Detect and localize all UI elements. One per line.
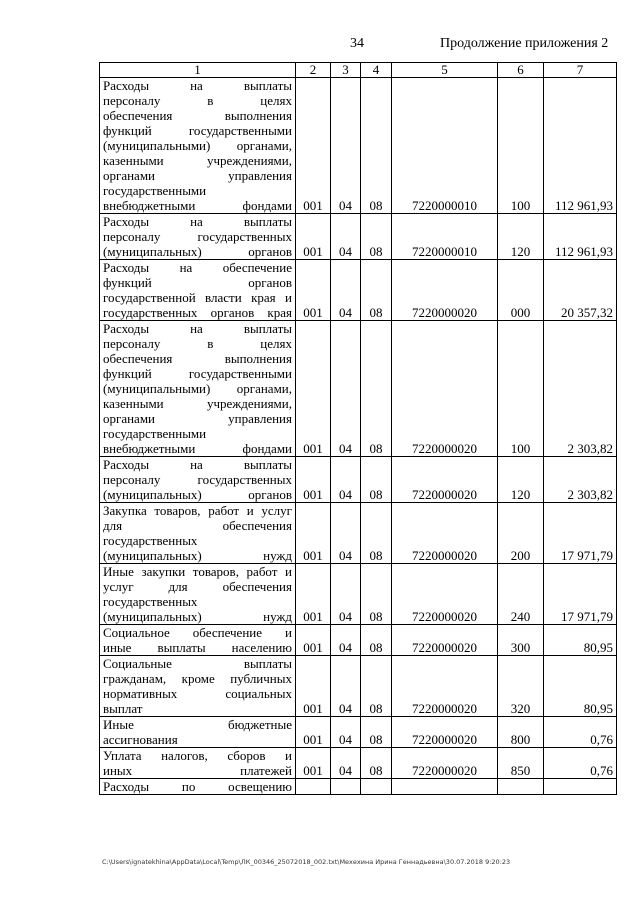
expense-name-line: государственных bbox=[103, 533, 198, 548]
table-row bbox=[100, 214, 617, 260]
subsection-cell: 08 bbox=[361, 78, 392, 214]
column-header: 2 bbox=[296, 63, 331, 78]
table-row bbox=[100, 457, 617, 503]
expense-name-line: (муниципальных) органов bbox=[103, 244, 292, 259]
admin-code-cell: 001 bbox=[296, 457, 331, 503]
target-article-cell: 7220000020 bbox=[392, 457, 498, 503]
section-cell: 04 bbox=[331, 457, 361, 503]
expense-type-cell: 300 bbox=[498, 625, 544, 656]
section-cell: 04 bbox=[331, 564, 361, 625]
subsection-cell bbox=[361, 779, 392, 795]
expense-name-cell bbox=[100, 656, 296, 717]
target-article-cell: 7220000020 bbox=[392, 656, 498, 717]
target-article-cell: 7220000020 bbox=[392, 625, 498, 656]
amount-cell bbox=[544, 779, 617, 795]
expense-name-line: Расходы на выплаты bbox=[103, 214, 292, 229]
expense-name-line: государственными bbox=[103, 183, 207, 198]
column-header: 4 bbox=[361, 63, 392, 78]
expense-name-cell bbox=[100, 503, 296, 564]
subsection-cell: 08 bbox=[361, 656, 392, 717]
target-article-cell: 7220000020 bbox=[392, 717, 498, 748]
expense-name-line: Расходы на выплаты bbox=[103, 457, 292, 472]
budget-table bbox=[99, 62, 617, 795]
admin-code-cell: 001 bbox=[296, 214, 331, 260]
table-row bbox=[100, 564, 617, 625]
expense-name-line: Иные бюджетные bbox=[103, 717, 292, 732]
expense-name-cell bbox=[100, 779, 296, 795]
amount-cell: 0,76 bbox=[544, 717, 617, 748]
expense-name-line: услуг для обеспечения bbox=[103, 579, 292, 594]
section-cell: 04 bbox=[331, 321, 361, 457]
subsection-cell: 08 bbox=[361, 748, 392, 779]
expense-type-cell: 120 bbox=[498, 457, 544, 503]
expense-name-line: Расходы по освещению bbox=[103, 779, 292, 794]
header-row bbox=[100, 63, 617, 78]
expense-name-line: Расходы на обеспечение bbox=[103, 260, 292, 275]
target-article-cell: 7220000010 bbox=[392, 78, 498, 214]
amount-cell: 80,95 bbox=[544, 656, 617, 717]
admin-code-cell: 001 bbox=[296, 78, 331, 214]
admin-code-cell bbox=[296, 779, 331, 795]
expense-name-line: Закупка товаров, работ и услуг bbox=[103, 503, 292, 518]
expense-name-line: Иные закупки товаров, работ и bbox=[103, 564, 292, 579]
table-row bbox=[100, 717, 617, 748]
expense-name-line: внебюджетными фондами bbox=[103, 198, 292, 213]
expense-name-cell bbox=[100, 457, 296, 503]
column-header: 6 bbox=[498, 63, 544, 78]
expense-name-cell bbox=[100, 214, 296, 260]
expense-name-line: выплат bbox=[103, 701, 143, 716]
expense-name-line: нормативных социальных bbox=[103, 686, 292, 701]
expense-name-line: (муниципальными) органами, bbox=[103, 381, 292, 396]
table-row bbox=[100, 78, 617, 214]
amount-cell: 17 971,79 bbox=[544, 564, 617, 625]
expense-type-cell bbox=[498, 779, 544, 795]
file-path-footer: C:\Users\ignatekhina\AppData\Local\Temp\ЛК_00346_25072018_002.txt\Мехехина Ирина Геннадьевна\30.07.2018 9:20:23 bbox=[102, 858, 511, 866]
expense-name-cell bbox=[100, 260, 296, 321]
expense-name-line: (муниципальных) нужд bbox=[103, 609, 292, 624]
expense-name-line: персоналу в целях bbox=[103, 336, 292, 351]
amount-cell: 17 971,79 bbox=[544, 503, 617, 564]
table-row bbox=[100, 321, 617, 457]
section-cell bbox=[331, 779, 361, 795]
section-cell: 04 bbox=[331, 260, 361, 321]
amount-cell: 0,76 bbox=[544, 748, 617, 779]
expense-name-line: органами управления bbox=[103, 411, 292, 426]
expense-name-cell bbox=[100, 564, 296, 625]
expense-name-line: Социальные выплаты bbox=[103, 656, 292, 671]
expense-type-cell: 320 bbox=[498, 656, 544, 717]
amount-cell: 20 357,32 bbox=[544, 260, 617, 321]
admin-code-cell: 001 bbox=[296, 748, 331, 779]
admin-code-cell: 001 bbox=[296, 260, 331, 321]
expense-name-line: Уплата налогов, сборов и bbox=[103, 748, 292, 763]
table-row bbox=[100, 748, 617, 779]
expense-type-cell: 850 bbox=[498, 748, 544, 779]
subsection-cell: 08 bbox=[361, 321, 392, 457]
expense-name-line: функций государственными bbox=[103, 366, 292, 381]
section-cell: 04 bbox=[331, 717, 361, 748]
continuation-note: Продолжение приложения 2 bbox=[440, 36, 609, 51]
admin-code-cell: 001 bbox=[296, 717, 331, 748]
amount-cell: 112 961,93 bbox=[544, 214, 617, 260]
expense-name-line: обеспечения выполнения bbox=[103, 351, 292, 366]
expense-name-line: государственной власти края и bbox=[103, 290, 292, 305]
expense-name-line: Расходы на выплаты bbox=[103, 78, 292, 93]
admin-code-cell: 001 bbox=[296, 321, 331, 457]
table-row bbox=[100, 503, 617, 564]
target-article-cell: 7220000010 bbox=[392, 214, 498, 260]
expense-type-cell: 000 bbox=[498, 260, 544, 321]
expense-type-cell: 240 bbox=[498, 564, 544, 625]
table-row bbox=[100, 260, 617, 321]
expense-type-cell: 100 bbox=[498, 78, 544, 214]
subsection-cell: 08 bbox=[361, 260, 392, 321]
subsection-cell: 08 bbox=[361, 717, 392, 748]
expense-name-line: персоналу государственных bbox=[103, 229, 292, 244]
expense-name-line: персоналу государственных bbox=[103, 472, 292, 487]
expense-name-cell bbox=[100, 321, 296, 457]
section-cell: 04 bbox=[331, 625, 361, 656]
expense-name-cell bbox=[100, 748, 296, 779]
expense-name-line: государственных bbox=[103, 594, 198, 609]
table-row bbox=[100, 625, 617, 656]
admin-code-cell: 001 bbox=[296, 625, 331, 656]
subsection-cell: 08 bbox=[361, 457, 392, 503]
expense-name-line: гражданам, кроме публичных bbox=[103, 671, 292, 686]
section-cell: 04 bbox=[331, 656, 361, 717]
amount-cell: 2 303,82 bbox=[544, 321, 617, 457]
expense-name-line: иные выплаты населению bbox=[103, 640, 292, 655]
expense-name-line: обеспечения выполнения bbox=[103, 108, 292, 123]
expense-name-line: органами управления bbox=[103, 168, 292, 183]
target-article-cell: 7220000020 bbox=[392, 564, 498, 625]
expense-name-line: ассигнования bbox=[103, 732, 178, 747]
section-cell: 04 bbox=[331, 214, 361, 260]
column-header: 7 bbox=[544, 63, 617, 78]
expense-name-line: Социальное обеспечение и bbox=[103, 625, 292, 640]
column-header: 1 bbox=[100, 63, 296, 78]
target-article-cell bbox=[392, 779, 498, 795]
expense-name-line: (муниципальными) органами, bbox=[103, 138, 292, 153]
table-row bbox=[100, 656, 617, 717]
subsection-cell: 08 bbox=[361, 214, 392, 260]
table-row bbox=[100, 779, 617, 795]
column-header: 3 bbox=[331, 63, 361, 78]
expense-name-line: казенными учреждениями, bbox=[103, 153, 292, 168]
expense-type-cell: 100 bbox=[498, 321, 544, 457]
target-article-cell: 7220000020 bbox=[392, 748, 498, 779]
expense-name-line: (муниципальных) нужд bbox=[103, 548, 292, 563]
expense-name-line: функций государственными bbox=[103, 123, 292, 138]
expense-name-line: функций органов bbox=[103, 275, 292, 290]
section-cell: 04 bbox=[331, 503, 361, 564]
target-article-cell: 7220000020 bbox=[392, 321, 498, 457]
section-cell: 04 bbox=[331, 78, 361, 214]
expense-name-line: государственными bbox=[103, 426, 207, 441]
admin-code-cell: 001 bbox=[296, 656, 331, 717]
target-article-cell: 7220000020 bbox=[392, 503, 498, 564]
admin-code-cell: 001 bbox=[296, 564, 331, 625]
expense-name-line: казенными учреждениями, bbox=[103, 396, 292, 411]
expense-name-line: Расходы на выплаты bbox=[103, 321, 292, 336]
subsection-cell: 08 bbox=[361, 625, 392, 656]
expense-name-cell bbox=[100, 78, 296, 214]
subsection-cell: 08 bbox=[361, 503, 392, 564]
target-article-cell: 7220000020 bbox=[392, 260, 498, 321]
expense-type-cell: 200 bbox=[498, 503, 544, 564]
table-body bbox=[100, 78, 617, 795]
subsection-cell: 08 bbox=[361, 564, 392, 625]
expense-name-cell bbox=[100, 625, 296, 656]
amount-cell: 2 303,82 bbox=[544, 457, 617, 503]
expense-name-cell bbox=[100, 717, 296, 748]
expense-name-line: (муниципальных) органов bbox=[103, 487, 292, 502]
expense-type-cell: 120 bbox=[498, 214, 544, 260]
amount-cell: 80,95 bbox=[544, 625, 617, 656]
column-header: 5 bbox=[392, 63, 498, 78]
expense-name-line: государственных органов края bbox=[103, 305, 292, 320]
expense-name-line: для обеспечения bbox=[103, 518, 292, 533]
expense-name-line: иных платежей bbox=[103, 763, 292, 778]
expense-name-line: внебюджетными фондами bbox=[103, 441, 292, 456]
section-cell: 04 bbox=[331, 748, 361, 779]
expense-type-cell: 800 bbox=[498, 717, 544, 748]
admin-code-cell: 001 bbox=[296, 503, 331, 564]
page-number: 34 bbox=[350, 36, 364, 51]
expense-name-line: персоналу в целях bbox=[103, 93, 292, 108]
amount-cell: 112 961,93 bbox=[544, 78, 617, 214]
